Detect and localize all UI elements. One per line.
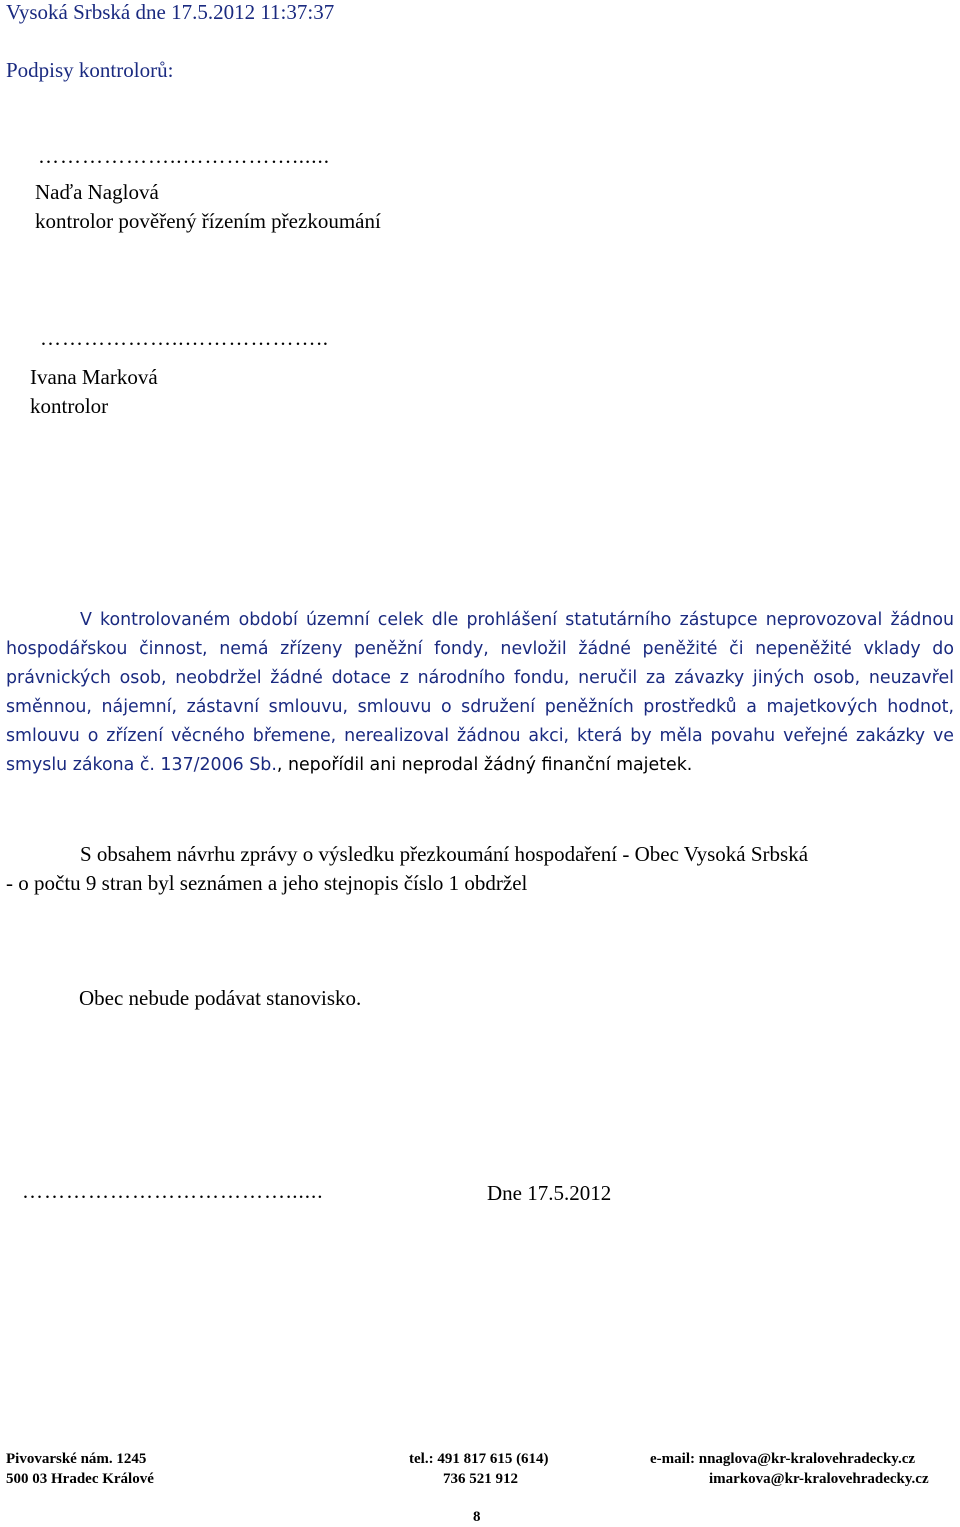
footer-email-line-1: e-mail: nnaglova@kr-kralovehradecky.cz — [650, 1451, 916, 1467]
acknowledgement-line-1: S obsahem návrhu zprávy o výsledku přezkoumání hospodaření - Obec Vysoká Srbská — [80, 842, 809, 866]
signatory-name-1: Naďa Naglová — [35, 180, 159, 204]
statutory-statement-paragraph — [6, 606, 954, 780]
signatures-label: Podpisy kontrolorů: — [6, 58, 174, 82]
footer-address-line-2: 500 03 Hradec Králové — [6, 1471, 154, 1487]
acknowledgement-line-2: - o počtu 9 stran byl seznámen a jeho stejnopis číslo 1 obdržel — [6, 871, 528, 895]
statement-text: V kontrolovaném období územní celek dle prohlášení statutárního zástupce neprovozoval žádnou hospodářskou činnost, nemá zřízeny peněžní fondy, nevložil žádné peněžité či nepeněžité vklady do právnických osob, neobdržel žádné dotace z národního fondu, neručil za závazky jiných osob, neuzavřel směnnou, nájemní, zástavní smlouvu, smlouvu o sdružení peněžních prostředků a majetkových hodnot, smlouvu o zřízení věcného břemene, nerealizoval žádnou akci, která by měla povahu veřejné zakázky ve smyslu zákona č. 137/2006 Sb. — [6, 610, 954, 775]
signatory-role-2: kontrolor — [30, 394, 109, 418]
signatory-role-1: kontrolor pověřený řízením přezkoumání — [35, 209, 381, 233]
page-number: 8 — [473, 1509, 481, 1525]
statement-text-end: , nepořídil ani neprodal žádný finanční majetek. — [276, 755, 693, 775]
acknowledgement-signature-line: ………………………………...... — [22, 1179, 324, 1203]
acknowledgement-date: Dne 17.5.2012 — [487, 1181, 612, 1205]
footer-email-line-2: imarkova@kr-kralovehradecky.cz — [709, 1471, 929, 1487]
signature-line-2: ………………..……………….. — [40, 326, 329, 350]
obec-statement: Obec nebude podávat stanovisko. — [79, 986, 362, 1010]
footer-phone-line-2: 736 521 912 — [443, 1471, 518, 1487]
footer-address-line-1: Pivovarské nám. 1245 — [6, 1451, 147, 1467]
footer-phone-line-1: tel.: 491 817 615 (614) — [409, 1451, 549, 1467]
signatory-name-2: Ivana Marková — [30, 365, 158, 389]
document-date-line: Vysoká Srbská dne 17.5.2012 11:37:37 — [6, 0, 335, 24]
signature-line-1: ………………..……………...... — [38, 144, 330, 168]
